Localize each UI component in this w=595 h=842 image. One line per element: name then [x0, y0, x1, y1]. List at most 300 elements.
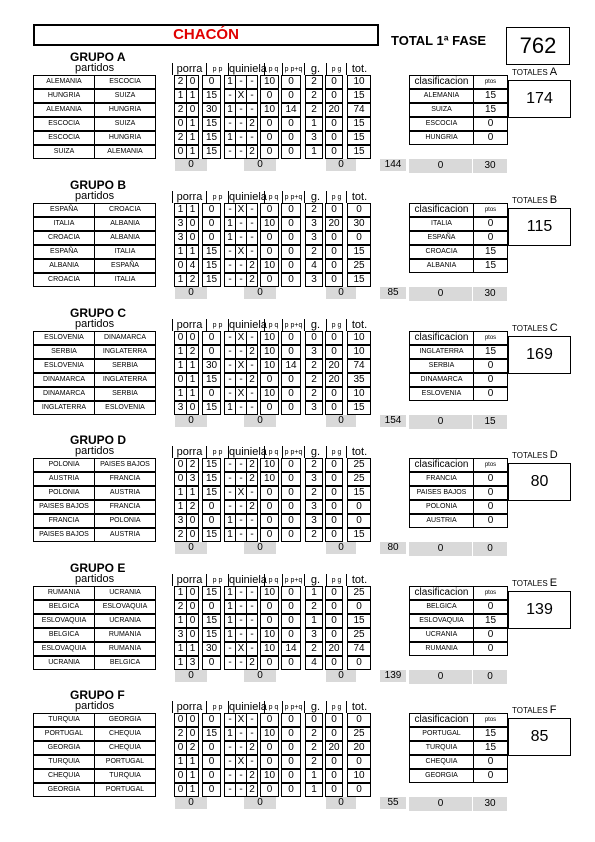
value-cell: -	[224, 486, 236, 500]
value-cell: 0	[347, 203, 371, 217]
value-cell: -	[224, 769, 236, 783]
team-cell: UCRANIA	[33, 656, 95, 670]
value-cell: 1	[224, 217, 236, 231]
value-cell: 0	[260, 145, 279, 159]
classification-points: 0	[473, 231, 508, 245]
value-cell: 0	[347, 656, 371, 670]
value-cell: 15	[202, 472, 221, 486]
header-quiniela: quiniela	[229, 574, 267, 586]
value-cell: 1	[305, 783, 323, 797]
team-cell: UCRANIA	[94, 586, 156, 600]
value-cell: 0	[174, 783, 187, 797]
classification-team: AUSTRIA	[409, 514, 474, 528]
value-cell: 0	[281, 145, 301, 159]
value-cell: -	[235, 401, 247, 415]
team-cell: ESLOVAQUIA	[94, 600, 156, 614]
value-cell: 1	[186, 373, 199, 387]
value-cell: 20	[325, 217, 343, 231]
value-cell: 2	[305, 458, 323, 472]
header-ppq: p p+q	[282, 574, 304, 586]
value-cell: 1	[186, 131, 199, 145]
value-cell: 0	[260, 486, 279, 500]
value-cell: 0	[202, 600, 221, 614]
value-cell: 1	[174, 656, 187, 670]
value-cell: 0	[325, 486, 343, 500]
group-total: 115	[508, 208, 571, 246]
value-cell: 1	[174, 273, 187, 287]
group-title: GRUPO D	[70, 433, 127, 447]
team-cell: RUMANIA	[94, 642, 156, 656]
value-cell: 0	[281, 203, 301, 217]
value-cell: 1	[186, 486, 199, 500]
team-cell: POLONIA	[94, 514, 156, 528]
value-cell: -	[246, 359, 258, 373]
value-cell: 0	[174, 472, 187, 486]
value-cell: -	[235, 117, 247, 131]
value-cell: 20	[325, 741, 343, 755]
team-cell: ESPAÑA	[33, 245, 95, 259]
value-cell: 74	[347, 642, 371, 656]
value-cell: 0	[202, 331, 221, 345]
classification-team: INGLATERRA	[409, 345, 474, 359]
value-cell: 0	[325, 387, 343, 401]
value-cell: 14	[281, 103, 301, 117]
value-cell: 10	[260, 628, 279, 642]
value-cell: 0	[260, 600, 279, 614]
value-cell: -	[224, 458, 236, 472]
value-cell: 2	[246, 117, 258, 131]
value-cell: 0	[260, 373, 279, 387]
classification-points: 0	[473, 486, 508, 500]
value-cell: 1	[224, 600, 236, 614]
value-cell: 2	[305, 89, 323, 103]
value-cell: -	[246, 75, 258, 89]
team-cell: TURQUIA	[94, 769, 156, 783]
team-cell: ALEMANIA	[94, 145, 156, 159]
value-cell: 14	[281, 359, 301, 373]
value-cell: -	[246, 614, 258, 628]
value-cell: 0	[325, 500, 343, 514]
value-cell: 0	[186, 231, 199, 245]
totales-label	[512, 194, 557, 206]
value-cell: 20	[325, 359, 343, 373]
value-cell: -	[224, 373, 236, 387]
team-cell: GEORGIA	[33, 783, 95, 797]
team-cell: FRANCIA	[94, 500, 156, 514]
value-cell: 10	[260, 727, 279, 741]
header-pg: p g	[326, 63, 346, 75]
totales-text: TOTALES	[512, 451, 548, 460]
value-cell: 0	[281, 472, 301, 486]
column-sum: 55	[380, 797, 406, 809]
value-cell: 0	[260, 656, 279, 670]
value-cell: 10	[260, 769, 279, 783]
value-cell: 10	[347, 331, 371, 345]
team-cell: BELGICA	[33, 600, 95, 614]
classification-points: 0	[473, 500, 508, 514]
value-cell: 2	[186, 273, 199, 287]
value-cell: 15	[202, 117, 221, 131]
header-pq: p q	[264, 319, 282, 331]
value-cell: -	[246, 528, 258, 542]
team-cell: DINAMARCA	[94, 331, 156, 345]
value-cell: 1	[224, 131, 236, 145]
value-cell: -	[246, 713, 258, 727]
value-cell: 1	[305, 614, 323, 628]
value-cell: 15	[202, 259, 221, 273]
classification-sum: 0	[409, 159, 472, 173]
value-cell: 0	[202, 387, 221, 401]
value-cell: 2	[305, 387, 323, 401]
team-cell: CROACIA	[94, 203, 156, 217]
header-pg: p g	[326, 319, 346, 331]
value-cell: 0	[202, 231, 221, 245]
value-cell: 0	[186, 628, 199, 642]
value-cell: -	[224, 713, 236, 727]
value-cell: 20	[325, 642, 343, 656]
value-cell: 15	[347, 145, 371, 159]
team-cell: INGLATERRA	[33, 401, 95, 415]
value-cell: 2	[174, 103, 187, 117]
value-cell: 0	[186, 217, 199, 231]
totales-label	[512, 449, 558, 461]
value-cell: 0	[260, 783, 279, 797]
clasificacion-header: clasificacion	[409, 203, 474, 217]
group-e	[0, 561, 595, 685]
value-cell: -	[235, 259, 247, 273]
value-cell: 0	[281, 259, 301, 273]
value-cell: 0	[325, 600, 343, 614]
team-cell: ITALIA	[94, 273, 156, 287]
value-cell: -	[224, 755, 236, 769]
value-cell: 3	[305, 514, 323, 528]
value-cell: 2	[305, 245, 323, 259]
value-cell: 0	[202, 741, 221, 755]
value-cell: 0	[325, 89, 343, 103]
header-quiniela: quiniela	[229, 63, 267, 75]
value-cell: 3	[174, 231, 187, 245]
value-cell: 1	[224, 75, 236, 89]
value-cell: 0	[281, 486, 301, 500]
value-cell: 30	[202, 642, 221, 656]
header-pp: p p	[206, 319, 228, 331]
classification-points: 0	[473, 387, 508, 401]
ptos-header: ptos	[473, 713, 508, 727]
value-cell: X	[235, 203, 247, 217]
value-cell: 15	[347, 528, 371, 542]
value-cell: 0	[281, 89, 301, 103]
partidos-header: partidos	[75, 190, 115, 202]
value-cell: 0	[186, 528, 199, 542]
group-total: 169	[508, 336, 571, 374]
value-cell: 0	[174, 259, 187, 273]
value-cell: 0	[325, 131, 343, 145]
value-cell: 0	[260, 614, 279, 628]
clasificacion-header: clasificacion	[409, 331, 474, 345]
value-cell: 74	[347, 103, 371, 117]
header-ppq: p p+q	[282, 319, 304, 331]
column-sum: 0	[326, 415, 356, 427]
value-cell: 1	[186, 117, 199, 131]
value-cell: 0	[325, 458, 343, 472]
value-cell: X	[235, 642, 247, 656]
value-cell: 1	[186, 642, 199, 656]
header-ppq: p p+q	[282, 63, 304, 75]
value-cell: 2	[246, 259, 258, 273]
value-cell: 0	[281, 528, 301, 542]
value-cell: 0	[325, 245, 343, 259]
column-sum: 0	[244, 797, 276, 809]
team-cell: PAISES BAJOS	[33, 528, 95, 542]
classification-points-sum: 30	[473, 159, 507, 173]
value-cell: 0	[202, 769, 221, 783]
classification-team: CHEQUIA	[409, 755, 474, 769]
header-tot: tot.	[346, 63, 372, 75]
header-g: g.	[304, 446, 326, 458]
classification-team: TURQUIA	[409, 741, 474, 755]
value-cell: 15	[202, 89, 221, 103]
ptos-header: ptos	[473, 203, 508, 217]
value-cell: 1	[174, 345, 187, 359]
header-pp: p p	[206, 63, 228, 75]
value-cell: 25	[347, 458, 371, 472]
value-cell: 30	[202, 103, 221, 117]
column-sum: 0	[175, 797, 207, 809]
column-sum: 0	[326, 287, 356, 299]
value-cell: X	[235, 359, 247, 373]
group-a	[0, 50, 595, 174]
value-cell: -	[246, 217, 258, 231]
group-total: 80	[508, 463, 571, 501]
header-pq: p q	[264, 574, 282, 586]
value-cell: 15	[347, 89, 371, 103]
team-cell: ESLOVAQUIA	[33, 642, 95, 656]
team-cell: PAISES BAJOS	[33, 500, 95, 514]
value-cell: 0	[186, 331, 199, 345]
value-cell: 0	[174, 741, 187, 755]
team-cell: PAISES BAJOS	[94, 458, 156, 472]
value-cell: 0	[260, 401, 279, 415]
team-cell: POLONIA	[33, 458, 95, 472]
header-quiniela: quiniela	[229, 191, 267, 203]
value-cell: 0	[281, 600, 301, 614]
header-quiniela: quiniela	[229, 446, 267, 458]
classification-points: 0	[473, 117, 508, 131]
value-cell: 0	[186, 713, 199, 727]
ptos-header: ptos	[473, 586, 508, 600]
value-cell: 74	[347, 359, 371, 373]
value-cell: -	[246, 642, 258, 656]
partidos-header: partidos	[75, 700, 115, 712]
classification-points: 0	[473, 769, 508, 783]
value-cell: 0	[202, 217, 221, 231]
value-cell: -	[235, 345, 247, 359]
value-cell: 0	[174, 713, 187, 727]
totales-text: TOTALES	[512, 196, 548, 205]
header-porra: porra	[172, 574, 206, 586]
value-cell: 1	[224, 401, 236, 415]
value-cell: -	[246, 600, 258, 614]
classification-points-sum: 0	[473, 542, 507, 556]
value-cell: 2	[305, 75, 323, 89]
value-cell: 2	[305, 486, 323, 500]
value-cell: 0	[260, 203, 279, 217]
value-cell: 0	[281, 231, 301, 245]
header-g: g.	[304, 319, 326, 331]
value-cell: -	[246, 245, 258, 259]
value-cell: 15	[347, 273, 371, 287]
header-pq: p q	[264, 446, 282, 458]
value-cell: 2	[246, 345, 258, 359]
header-ppq: p p+q	[282, 446, 304, 458]
value-cell: 0	[260, 713, 279, 727]
value-cell: 25	[347, 586, 371, 600]
value-cell: 0	[325, 203, 343, 217]
value-cell: 0	[202, 203, 221, 217]
value-cell: -	[224, 145, 236, 159]
header-pq: p q	[264, 701, 282, 713]
value-cell: 0	[260, 117, 279, 131]
classification-points: 0	[473, 600, 508, 614]
header-tot: tot.	[346, 191, 372, 203]
value-cell: 3	[305, 472, 323, 486]
value-cell: 0	[281, 769, 301, 783]
value-cell: 2	[305, 103, 323, 117]
value-cell: -	[235, 586, 247, 600]
value-cell: 1	[174, 387, 187, 401]
value-cell: -	[224, 331, 236, 345]
clasificacion-header: clasificacion	[409, 586, 474, 600]
classification-sum: 0	[409, 670, 472, 684]
clasificacion-header: clasificacion	[409, 713, 474, 727]
team-cell: ESCOCIA	[33, 117, 95, 131]
value-cell: 0	[186, 727, 199, 741]
header-ppq: p p+q	[282, 191, 304, 203]
value-cell: 10	[260, 103, 279, 117]
value-cell: 20	[347, 741, 371, 755]
value-cell: 15	[202, 373, 221, 387]
value-cell: -	[224, 203, 236, 217]
header-pp: p p	[206, 446, 228, 458]
value-cell: 1	[186, 769, 199, 783]
header-porra: porra	[172, 191, 206, 203]
value-cell: X	[235, 245, 247, 259]
classification-team: UCRANIA	[409, 628, 474, 642]
value-cell: 0	[260, 89, 279, 103]
group-total: 139	[508, 591, 571, 629]
team-cell: CROACIA	[33, 273, 95, 287]
value-cell: -	[246, 727, 258, 741]
team-cell: ESLOVENIA	[33, 331, 95, 345]
value-cell: 1	[186, 145, 199, 159]
value-cell: 15	[347, 245, 371, 259]
totales-letter: A	[549, 66, 558, 78]
value-cell: 0	[260, 131, 279, 145]
header-pg: p g	[326, 191, 346, 203]
team-cell: AUSTRIA	[94, 528, 156, 542]
value-cell: -	[246, 203, 258, 217]
team-cell: ITALIA	[33, 217, 95, 231]
value-cell: 1	[186, 783, 199, 797]
team-cell: PORTUGAL	[94, 755, 156, 769]
value-cell: 1	[305, 145, 323, 159]
classification-sum: 0	[409, 287, 472, 301]
header-porra: porra	[172, 63, 206, 75]
value-cell: 0	[260, 755, 279, 769]
value-cell: 0	[281, 131, 301, 145]
value-cell: -	[235, 273, 247, 287]
classification-team: CROACIA	[409, 245, 474, 259]
value-cell: 1	[224, 231, 236, 245]
value-cell: 2	[246, 783, 258, 797]
column-sum: 0	[244, 415, 276, 427]
value-cell: -	[235, 783, 247, 797]
value-cell: 1	[224, 586, 236, 600]
value-cell: 0	[281, 245, 301, 259]
value-cell: 2	[305, 600, 323, 614]
header-ppq: p p+q	[282, 701, 304, 713]
column-sum: 0	[326, 542, 356, 554]
value-cell: -	[235, 514, 247, 528]
classification-team: DINAMARCA	[409, 373, 474, 387]
value-cell: 0	[174, 769, 187, 783]
value-cell: X	[235, 486, 247, 500]
column-sum: 0	[175, 287, 207, 299]
value-cell: 10	[347, 387, 371, 401]
value-cell: 2	[174, 727, 187, 741]
totales-label	[512, 577, 557, 589]
value-cell: X	[235, 713, 247, 727]
value-cell: 2	[246, 458, 258, 472]
team-cell: AUSTRIA	[33, 472, 95, 486]
group-title: GRUPO E	[70, 561, 126, 575]
group-title: GRUPO C	[70, 306, 127, 320]
value-cell: 0	[325, 727, 343, 741]
totales-label	[512, 322, 558, 334]
group-total: 85	[508, 718, 571, 756]
column-sum: 0	[244, 670, 276, 682]
value-cell: 0	[202, 713, 221, 727]
value-cell: 3	[305, 628, 323, 642]
value-cell: -	[246, 89, 258, 103]
value-cell: -	[235, 727, 247, 741]
column-sum: 0	[175, 670, 207, 682]
value-cell: -	[235, 528, 247, 542]
value-cell: 30	[347, 217, 371, 231]
value-cell: 1	[186, 89, 199, 103]
classification-team: ESPAÑA	[409, 231, 474, 245]
value-cell: 10	[347, 75, 371, 89]
group-title: GRUPO A	[70, 50, 126, 64]
value-cell: 0	[325, 514, 343, 528]
team-cell: HUNGRIA	[94, 103, 156, 117]
value-cell: 1	[174, 755, 187, 769]
value-cell: 10	[260, 642, 279, 656]
value-cell: 2	[174, 600, 187, 614]
value-cell: -	[224, 642, 236, 656]
value-cell: 2	[186, 345, 199, 359]
value-cell: 1	[174, 486, 187, 500]
value-cell: 0	[347, 231, 371, 245]
value-cell: 0	[325, 231, 343, 245]
column-sum: 0	[175, 415, 207, 427]
value-cell: -	[246, 131, 258, 145]
classification-team: ESCOCIA	[409, 117, 474, 131]
classification-team: ALBANIA	[409, 259, 474, 273]
group-d	[0, 433, 595, 557]
totales-letter: C	[549, 322, 558, 334]
value-cell: 10	[260, 458, 279, 472]
